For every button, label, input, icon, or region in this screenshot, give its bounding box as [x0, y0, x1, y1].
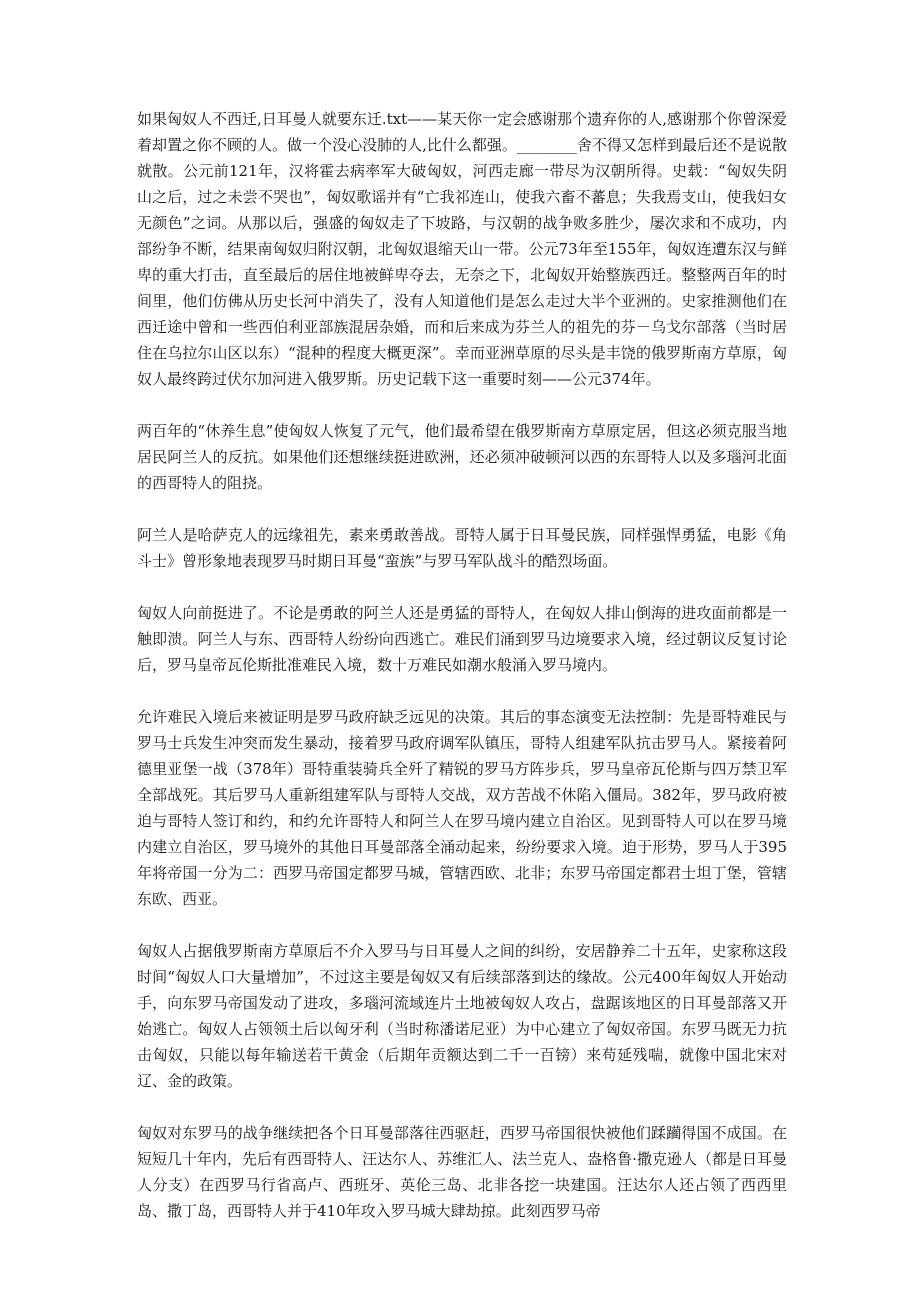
- paragraph-7: 匈奴对东罗马的战争继续把各个日耳曼部落往西驱赶，西罗马帝国很快被他们蹂躏得国不成国。在短短几十年内，先后有西哥特人、汪达尔人、苏维汇人、法兰克人、盎格鲁·撒克逊人（都是日耳曼人分支）在西罗马行省高卢、西班牙、英伦三岛、北非各挖一块建国。汪达尔人还占领了西西里岛、撒丁岛，西哥特人并于410年攻入罗马城大肆劫掠。此刻西罗马帝: [137, 1124, 787, 1220]
- paragraph-1: 如果匈奴人不西迁,日耳曼人就要东迁.txt——某天你一定会感谢那个遗弃你的人,感谢那个你曾深爱着却置之你不顾的人。做一个没心没肺的人,比什么都强。________舍不得又怎样到最后还不是说散就散。公元前121年，汉将霍去病率军大破匈奴，河西走廊一带尽为汉朝所得。史载：“匈奴失阴山之后，过之未尝不哭也”，匈奴歌谣并有“亡我祁连山，使我六畜不蕃息；失我焉支山，使我妇女无颜色”之词。从那以后，强盛的匈奴走了下坡路，与汉朝的战争败多胜少，屡次求和不成功，内部纷争不断，结果南匈奴归附汉朝，北匈奴退缩天山一带。公元73年至155年，匈奴连遭东汉与鲜卑的重大打击，直至最后的居住地被鲜卑夺去，无奈之下，北匈奴开始整族西迁。整整两百年的时间里，他们仿佛从历史长河中消失了，没有人知道他们是怎么走过大半个亚洲的。史家推测他们在西迁途中曾和一些西伯利亚部族混居杂婚，而和后来成为芬兰人的祖先的芬－乌戈尔部落（当时居住在乌拉尔山区以东）“混种的程度大概更深”。幸而亚洲草原的尽头是丰饶的俄罗斯南方草原，匈奴人最终跨过伏尔加河进入俄罗斯。历史记载下这一重要时刻——公元374年。: [137, 110, 787, 388]
- paragraph-5: 允许难民入境后来被证明是罗马政府缺乏远见的决策。其后的事态演变无法控制：先是哥特难民与罗马士兵发生冲突而发生暴动，接着罗马政府调军队镇压，哥特人组建军队抗击罗马人。紧接着阿德里亚堡一战（378年）哥特重装骑兵全歼了精锐的罗马方阵步兵，罗马皇帝瓦伦斯与四万禁卫军全部战死。其后罗马人重新组建军队与哥特人交战，双方苦战不休陷入僵局。382年，罗马政府被迫与哥特人签订和约，和约允许哥特人和阿兰人在罗马境内建立自治区。见到哥特人可以在罗马境内建立自治区，罗马境外的其他日耳曼部落全涌动起来，纷纷要求入境。迫于形势，罗马人于395年将帝国一分为二：西罗马帝国定都罗马城，管辖西欧、北非；东罗马帝国定都君士坦丁堡，管辖东欧、西亚。: [137, 708, 787, 908]
- paragraph-3: 阿兰人是哈萨克人的远缘祖先，素来勇敢善战。哥特人属于日耳曼民族，同样强悍勇猛，电影《角斗士》曾形象地表现罗马时期日耳曼“蛮族”与罗马军队战斗的酷烈场面。: [137, 526, 787, 570]
- paragraph-4: 匈奴人向前挺进了。不论是勇敢的阿兰人还是勇猛的哥特人，在匈奴人排山倒海的进攻面前都是一触即溃。阿兰人与东、西哥特人纷纷向西逃亡。难民们涌到罗马边境要求入境，经过朝议反复讨论后，罗马皇帝瓦伦斯批准难民入境，数十万难民如潮水般涌入罗马境内。: [137, 604, 787, 674]
- paragraph-2: 两百年的“休养生息”使匈奴人恢复了元气，他们最希望在俄罗斯南方草原定居，但这必须克服当地居民阿兰人的反抗。如果他们还想继续挺进欧洲，还必须冲破顿河以西的东哥特人以及多瑙河北面的西哥特人的阻挠。: [137, 422, 787, 492]
- article-body: [137, 106, 787, 1250]
- paragraph-6: 匈奴人占据俄罗斯南方草原后不介入罗马与日耳曼人之间的纠纷，安居静养二十五年，史家称这段时间“匈奴人口大量增加”，不过这主要是匈奴又有后续部落到达的缘故。公元400年匈奴人开始动手，向东罗马帝国发动了进攻，多瑙河流域连片土地被匈奴人攻占，盘踞该地区的日耳曼部落又开始逃亡。匈奴人占领领土后以匈牙利（当时称潘诺尼亚）为中心建立了匈奴帝国。东罗马既无力抗击匈奴，只能以每年输送若干黄金（后期年贡额达到二千一百镑）来苟延残喘，就像中国北宋对辽、金的政策。: [137, 942, 787, 1090]
